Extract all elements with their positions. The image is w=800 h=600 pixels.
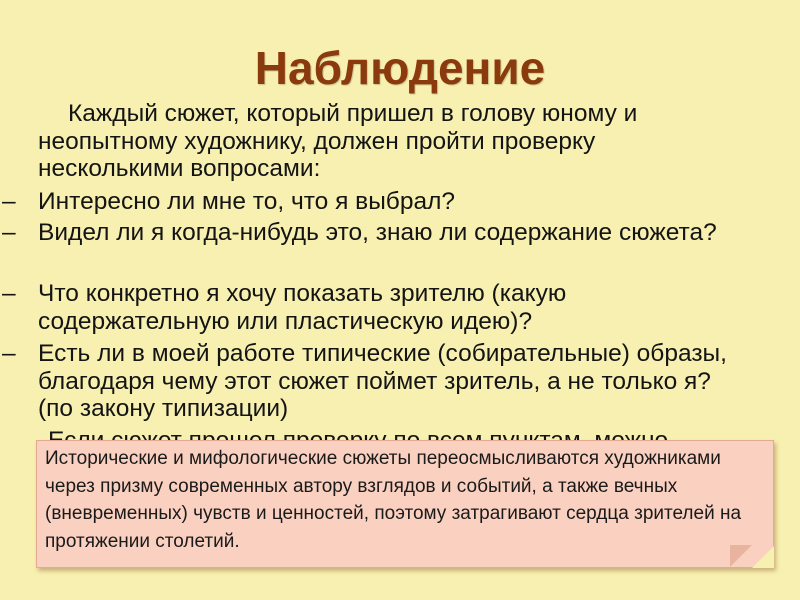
bullet-text: Есть ли в моей работе типические (собирательные) образы, благодаря чему этот сюжет поймет зритель, а не только я? (по закону типизации) <box>38 340 727 422</box>
bullet-item <box>2 280 738 335</box>
bullet-text: Интересно ли мне то, что я выбрал? <box>38 188 456 215</box>
note-fold-shadow <box>730 545 752 567</box>
bullet-text: Что конкретно я хочу показать зрителю (какую содержательную или пластическую идею)? <box>38 280 567 335</box>
bullet-dash: – <box>2 340 16 367</box>
bullet-item <box>2 340 738 423</box>
bullet-item <box>2 188 738 216</box>
note-fold-corner <box>752 546 774 568</box>
bullet-text: Видел ли я когда-нибудь это, знаю ли содержание сюжета? <box>38 219 717 246</box>
bullet-dash: – <box>2 280 16 307</box>
note-text: Исторические и мифологические сюжеты переосмысливаются художниками через призму современных автору взглядов и событий, а также вечных (вневременных) чувств и ценностей, поэтому затрагивают сердца зрителей на протяжении столетий. <box>45 448 742 552</box>
note-callout <box>36 440 774 568</box>
bullet-dash: – <box>2 188 16 215</box>
bullet-dash: – <box>2 219 16 246</box>
slide-title: Наблюдение <box>254 42 546 94</box>
bullet-item <box>2 219 738 247</box>
intro-paragraph: Каждый сюжет, который пришел в голову юному и неопытному художнику, должен пройти проверку несколькими вопросами: <box>38 100 638 182</box>
